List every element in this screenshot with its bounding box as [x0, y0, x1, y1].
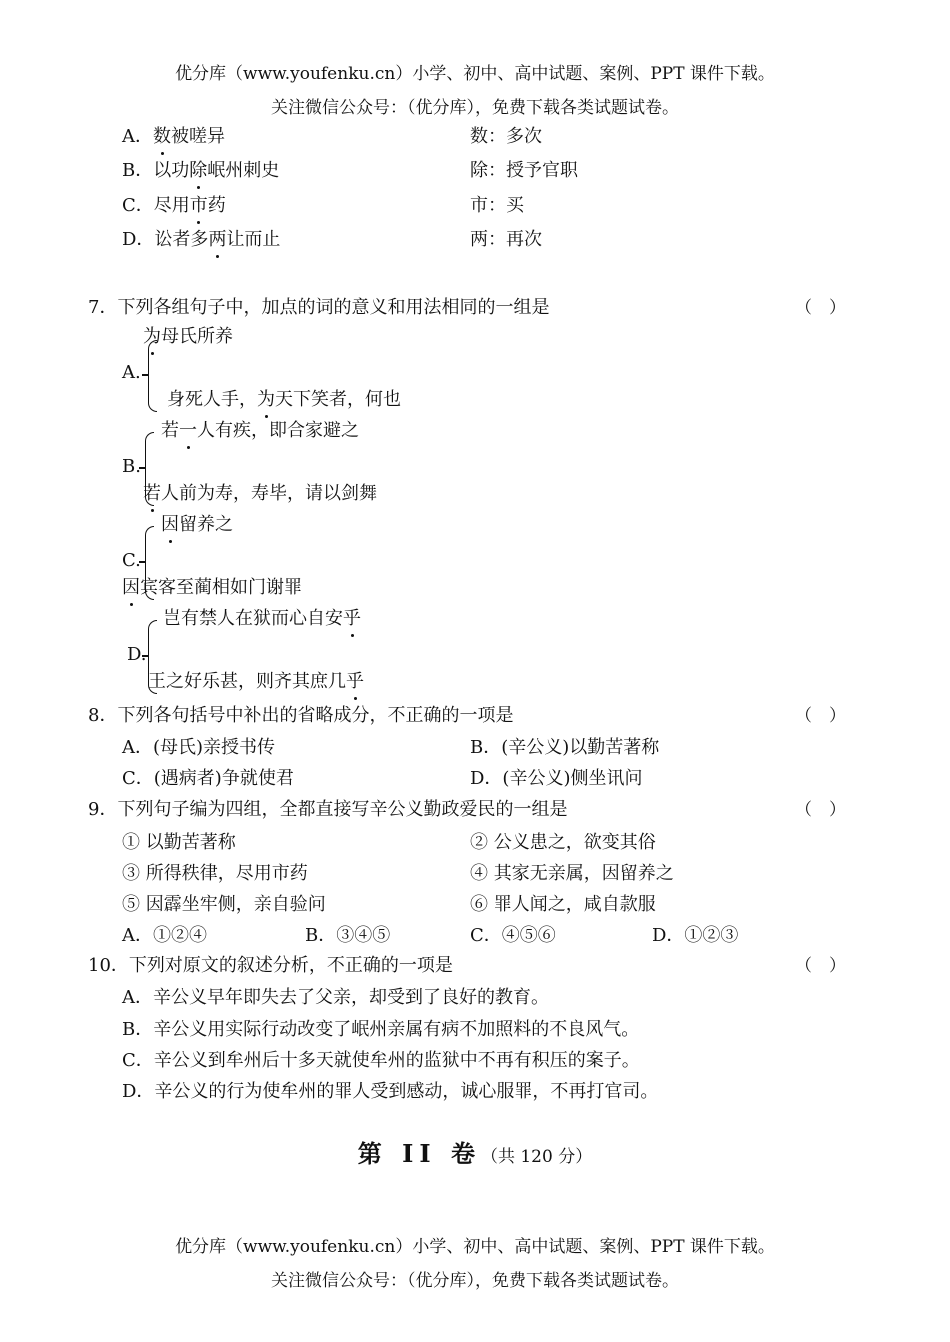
q8-option-d: D．(辛公义)侧坐讯问 — [470, 768, 643, 789]
q6-meaning-c: 市：买 — [470, 195, 524, 216]
header-line-1: 优分库（www.youfenku.cn）小学、初中、高中试题、案例、PPT 课件下载。 — [175, 64, 775, 84]
q9-answer-paren: （ ） — [795, 800, 846, 820]
q7-a-brace — [148, 340, 157, 412]
q6-option-b: B．以功除岷州刺史 — [122, 160, 280, 181]
section-title: 第 II 卷（共 120 分） — [357, 1139, 593, 1168]
q7-c-sentence-2: 因宾客至蔺相如门谢罪 — [122, 577, 302, 598]
q6-option-d: D．讼者多两让而止 — [122, 229, 281, 250]
footer-line-1: 优分库（www.youfenku.cn）小学、初中、高中试题、案例、PPT 课件下载。 — [175, 1237, 775, 1257]
q7-a-sentence-1: 为母氏所养 — [143, 326, 233, 347]
q6-meaning-a: 数：多次 — [470, 126, 542, 147]
q10-answer-paren: （ ） — [795, 956, 846, 976]
q8-option-a: A．(母氏)亲授书传 — [122, 737, 276, 758]
q7-a-label: A. — [122, 362, 141, 383]
q8-option-c: C．(遇病者)争就使君 — [122, 768, 294, 789]
q6-option-c: C．尽用市药 — [122, 195, 226, 216]
q6-meaning-b: 除：授予官职 — [470, 160, 578, 181]
q7-c-label: C. — [122, 550, 141, 571]
q9-choice-a: A．①②④ — [122, 925, 207, 946]
q7-b-label: B. — [122, 456, 141, 477]
q8-stem: 8．下列各句括号中补出的省略成分，不正确的一项是 — [88, 705, 514, 726]
q9-item-4: ④ 其家无亲属，因留养之 — [470, 863, 674, 884]
q8-answer-paren: （ ） — [795, 706, 846, 726]
q9-item-6: ⑥ 罪人闻之，咸自款服 — [470, 894, 656, 915]
q7-a-sentence-2: 身死人手，为天下笑者，何也 — [167, 389, 401, 410]
q9-item-2: ② 公义患之，欲变其俗 — [470, 832, 656, 853]
q7-b-sentence-2: 若人前为寿，寿毕，请以剑舞 — [143, 483, 377, 504]
q7-d-sentence-2: 王之好乐甚，则齐其庶几乎 — [148, 671, 364, 692]
q9-stem: 9．下列句子编为四组，全都直接写辛公义勤政爱民的一组是 — [88, 799, 568, 820]
q7-b-sentence-1: 若一人有疾，即合家避之 — [161, 420, 359, 441]
q7-answer-paren: （ ） — [795, 298, 846, 318]
q10-option-d: D．辛公义的行为使牟州的罪人受到感动，诚心服罪，不再打官司。 — [122, 1081, 659, 1102]
q9-item-3: ③ 所得秩律，尽用市药 — [122, 863, 308, 884]
q10-stem: 10．下列对原文的叙述分析，不正确的一项是 — [88, 955, 453, 976]
q7-stem: 7．下列各组句子中，加点的词的意义和用法相同的一组是 — [88, 297, 550, 318]
q9-item-5: ⑤ 因霹坐牢侧，亲自验问 — [122, 894, 326, 915]
footer-line-2: 关注微信公众号：（优分库），免费下载各类试题试卷。 — [271, 1271, 679, 1291]
q6-meaning-d: 两：再次 — [470, 229, 542, 250]
q7-d-label: D. — [127, 644, 147, 665]
q7-a-brace-tip — [142, 374, 148, 376]
q7-d-sentence-1: 岂有禁人在狱而心自安乎 — [163, 608, 361, 629]
q8-option-b: B．(辛公义)以勤苦著称 — [470, 737, 660, 758]
header-line-2: 关注微信公众号：（优分库），免费下载各类试题试卷。 — [271, 98, 679, 118]
q9-choice-c: C．④⑤⑥ — [470, 925, 556, 946]
q10-option-b: B．辛公义用实际行动改变了岷州亲属有病不加照料的不良风气。 — [122, 1019, 640, 1040]
q10-option-c: C．辛公义到牟州后十多天就使牟州的监狱中不再有积压的案子。 — [122, 1050, 640, 1071]
q6-option-a: A．数被嗟异 — [122, 126, 225, 147]
q9-choice-d: D．①②③ — [652, 925, 739, 946]
q7-c-sentence-1: 因留养之 — [161, 514, 233, 535]
q9-item-1: ① 以勤苦著称 — [122, 832, 236, 853]
q9-choice-b: B．③④⑤ — [305, 925, 391, 946]
q10-option-a: A．辛公义早年即失去了父亲，却受到了良好的教育。 — [122, 987, 549, 1008]
